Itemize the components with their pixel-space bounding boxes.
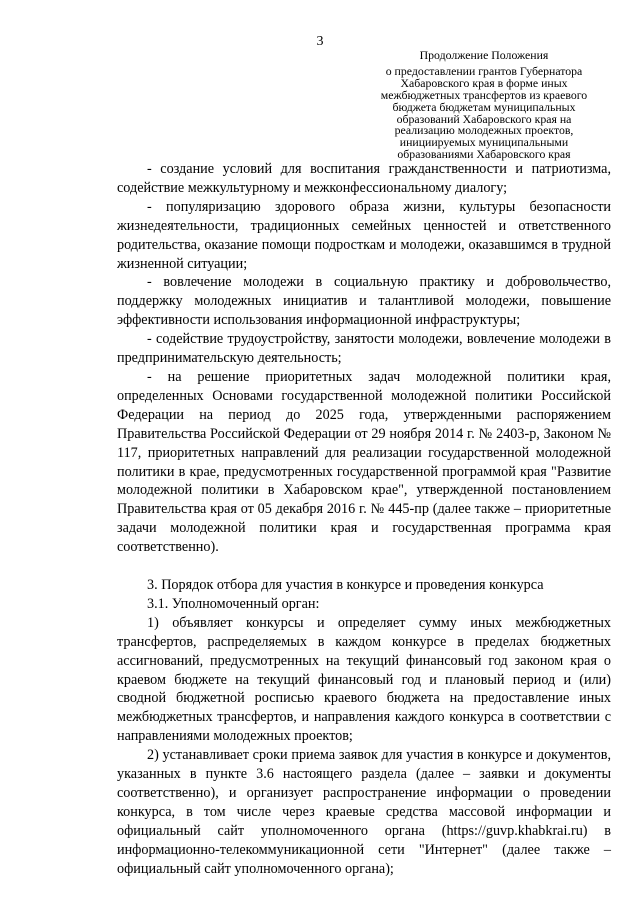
header-title: Продолжение Положения [419, 48, 549, 62]
header-line: образованиями Хабаровского края [397, 147, 571, 162]
header-line: бюджета бюджетам муниципальных [392, 99, 576, 114]
body-paragraph: - содействие трудоустройству, занятости молодежи, вовлечение молодежи в предпринимательскую деятельность; [117, 331, 611, 367]
body-paragraph: - популяризацию здорового образа жизни, культуры безопасности жизнедеятельности, традиционных семейных ценностей и ответственного родительства, оказание помощи подросткам и молодежи, оказавшимся в трудной жизненной ситуации; [117, 198, 611, 272]
header-line: межбюджетных трансфертов из краевого [380, 87, 588, 102]
document-header [338, 50, 630, 161]
body-paragraph: - вовлечение молодежи в социальную практику и добровольчество, поддержку молодежных инициатив и талантливой молодежи, повышение эффективности использования информационной инфраструктуры; [117, 274, 611, 329]
body-paragraph: - на решение приоритетных задач молодежной политики края, определенных Основами государственной молодежной политики Российской Федерации на период до 2025 года, утвержденными распоряжением Правительства Российской Федерации от 29 ноября 2014 г. № 2403-р, Законом № 117, приоритетных направлений для реализации государственной молодежной политики в крае, предусмотренных государственной программой края "Развитие молодежной политики в Хабаровском крае", утвержденной постановлением Правительства края от 05 декабря 2016 г. № 445-пр (далее также – приоритетные задачи молодежной политики края и государственная программа края соответственно). [117, 368, 611, 556]
header-line: реализацию молодежных проектов, [394, 123, 574, 138]
body-paragraph: 3.1. Уполномоченный орган: [147, 595, 320, 612]
body-paragraph: 1) объявляет конкурсы и определяет сумму иных межбюджетных трансфертов, распределяемых в каждом конкурсе в пределах бюджетных ассигнований, предусмотренных на текущий финансовый год законом края о краевом бюджете на текущий финансовый год и плановый период и (или) сводной бюджетной росписью краевого бюджета на предоставление иных межбюджетных трансфертов, и направления каждого конкурса в соответствии с направлениями молодежных проектов; [117, 614, 611, 745]
body-paragraph: - создание условий для воспитания гражданственности и патриотизма, содействие межкультурному и межконфессиональному диалогу; [117, 161, 611, 196]
section-heading: 3. Порядок отбора для участия в конкурсе и проведения конкурса [147, 577, 544, 594]
header-line: о предоставлении грантов Губернатора [385, 63, 583, 78]
page-number: 3 [316, 34, 324, 49]
header-line: Хабаровского края в форме иных [400, 75, 568, 90]
header-line: образований Хабаровского края на [396, 111, 572, 126]
header-line: инициируемых муниципальными [399, 135, 569, 150]
body-paragraph: 2) устанавливает сроки приема заявок для участия в конкурсе и документов, указанных в пункте 3.6 настоящего раздела (далее – заявки и документы соответственно), и организует распространение информации о проведении конкурса, в том числе через краевые средства массовой информации и официальный сайт уполномоченного органа (https://guvp.khabkrai.ru) в информационно-телекоммуникационной сети "Интернет" (далее также – официальный сайт уполномоченного органа); [117, 747, 611, 877]
document-body [117, 160, 611, 879]
